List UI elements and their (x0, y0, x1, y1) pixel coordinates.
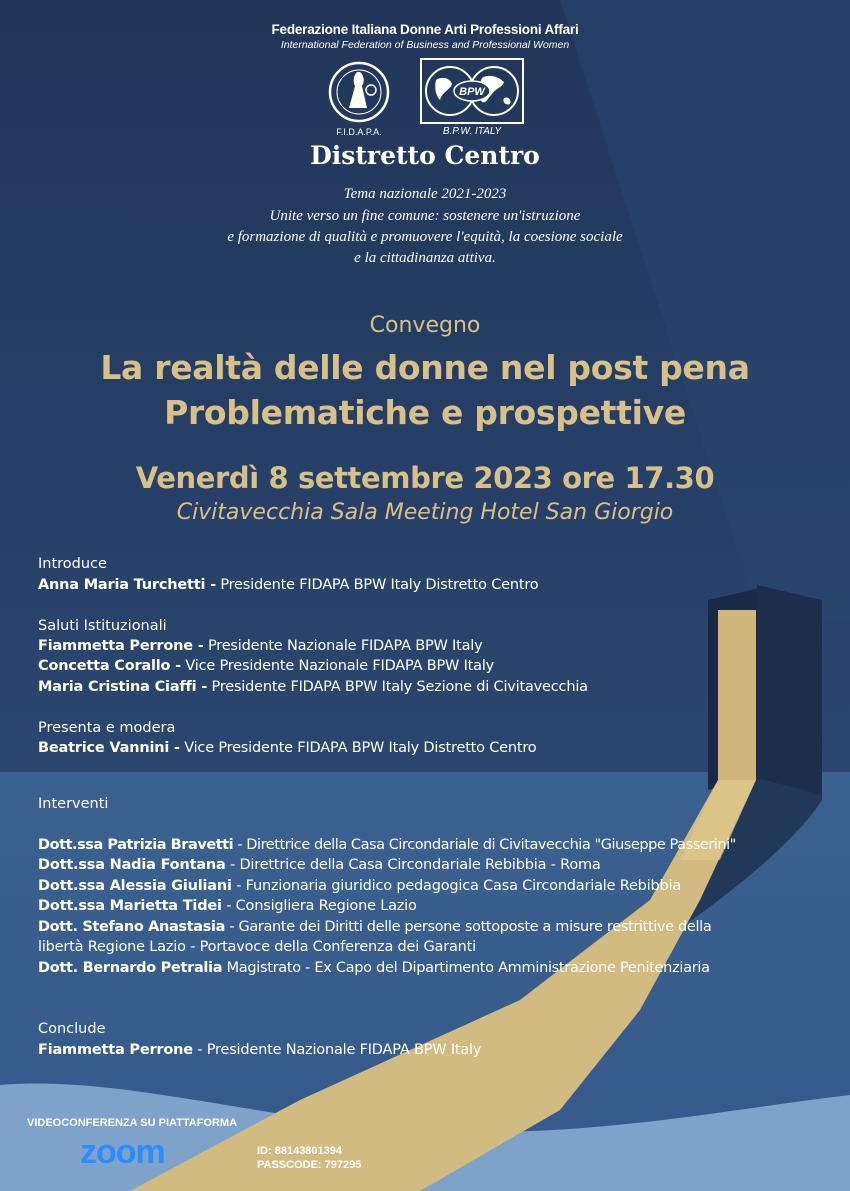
speaker-name: Fiammetta Perrone - (38, 638, 204, 654)
speaker-name: Dott. Stefano Anastasia (38, 919, 226, 935)
speaker-role: - Direttrice della Casa Circondariale Rebibbia - Roma (225, 857, 601, 873)
speaker-line (38, 837, 736, 853)
zoom-logo: zoom (80, 1133, 165, 1171)
moderator-heading: Presenta e modera (38, 720, 176, 736)
speaker-role: Magistrato - Ex Capo del Dipartimento Amministrazione Penitenziaria (222, 960, 710, 976)
speaker-line (38, 577, 538, 593)
videoconference-caption: VIDEOCONFERENZA SU PIATTAFORMA (27, 1117, 238, 1129)
national-theme-title: Tema nazionale 2021-2023 (343, 186, 507, 202)
theme-line-3: e la cittadinanza attiva. (354, 250, 496, 266)
event-date: Venerdì 8 settembre 2023 ore 17.30 (135, 461, 715, 495)
speaker-line (38, 857, 601, 873)
speaker-name: Maria Cristina Ciaffi - (38, 679, 208, 695)
speaker-role: - Garante dei Diritti delle persone sottoposte a misure restrittive della (225, 919, 712, 935)
national-theme-text (0, 206, 850, 269)
fidapa-logo-label: F.I.D.A.P.A. (336, 127, 382, 137)
speaker-name: Fiammetta Perrone (38, 1042, 193, 1058)
theme-line-1: Unite verso un fine comune: sostenere un'istruzione (269, 208, 581, 224)
door-panel (757, 585, 822, 795)
speaker-role: libertà Regione Lazio - Portavoce della Conferenza dei Garanti (38, 939, 476, 955)
speaker-line-continued (38, 939, 476, 955)
zoom-meeting-id: ID: 88143801394 (257, 1145, 343, 1157)
speaker-name: Dott.ssa Nadia Fontana (38, 857, 226, 873)
speaker-name: Concetta Corallo - (38, 658, 181, 674)
speaker-line (38, 740, 536, 756)
event-venue: Civitavecchia Sala Meeting Hotel San Giorgio (176, 500, 674, 525)
event-type-label: Convegno (369, 313, 481, 338)
speaker-line (38, 878, 681, 894)
bpw-logo-label: B.P.W. ITALY (442, 126, 502, 137)
organization-name-italian: Federazione Italiana Donne Arti Professioni Affari (271, 22, 579, 37)
district-title: Distretto Centro (310, 141, 540, 170)
speaker-name: Beatrice Vannini - (38, 740, 180, 756)
speaker-line (38, 919, 711, 935)
speaker-line (38, 638, 483, 654)
speaker-line (38, 658, 494, 674)
speaker-role: - Direttrice della Casa Circondariale di Civitavecchia "Giuseppe Passerini" (233, 837, 736, 853)
introduce-heading: Introduce (38, 556, 107, 572)
zoom-passcode: PASSCODE: 797295 (257, 1159, 362, 1171)
fidapa-logo-icon (327, 60, 391, 124)
speaker-name: Dott. Bernardo Petralia (38, 960, 223, 976)
speaker-role: Presidente FIDAPA BPW Italy Distretto Centro (215, 577, 539, 593)
speaker-role: - Funzionaria giuridico pedagogica Casa Circondariale Rebibbia (231, 878, 682, 894)
speaker-line (38, 1042, 481, 1058)
speaker-role: Vice Presidente FIDAPA BPW Italy Distretto Centro (179, 740, 537, 756)
doorway-light (718, 610, 756, 780)
event-title-line-1: La realtà delle donne nel post pena (100, 348, 750, 387)
speaker-role: - Presidente Nazionale FIDAPA BPW Italy (192, 1042, 482, 1058)
speaker-line (38, 679, 588, 695)
saluti-heading: Saluti Istituzionali (38, 618, 167, 634)
speaker-role: Vice Presidente Nazionale FIDAPA BPW Italy (180, 658, 495, 674)
speaker-line (38, 898, 417, 914)
bpw-globe-logo-icon (420, 58, 524, 124)
theme-line-2: e formazione di qualità e promuovere l'equità, la coesione sociale (227, 229, 623, 245)
speaker-role: Presidente FIDAPA BPW Italy Sezione di Civitavecchia (207, 679, 588, 695)
conclude-heading: Conclude (38, 1021, 106, 1037)
speaker-role: - Consigliera Regione Lazio (221, 898, 417, 914)
speaker-name: Dott.ssa Alessia Giuliani (38, 878, 232, 894)
organization-name-english: International Federation of Business and Professional Women (280, 39, 570, 51)
speaker-name: Dott.ssa Patrizia Bravetti (38, 837, 234, 853)
speaker-name: Anna Maria Turchetti - (38, 577, 216, 593)
speaker-name: Dott.ssa Marietta Tidei (38, 898, 222, 914)
speaker-line (38, 960, 710, 976)
bpw-logo-text: BPW (459, 86, 485, 98)
interventi-heading: Interventi (38, 796, 109, 812)
speaker-role: Presidente Nazionale FIDAPA BPW Italy (203, 638, 483, 654)
event-title-line-2: Problematiche e prospettive (164, 393, 686, 432)
